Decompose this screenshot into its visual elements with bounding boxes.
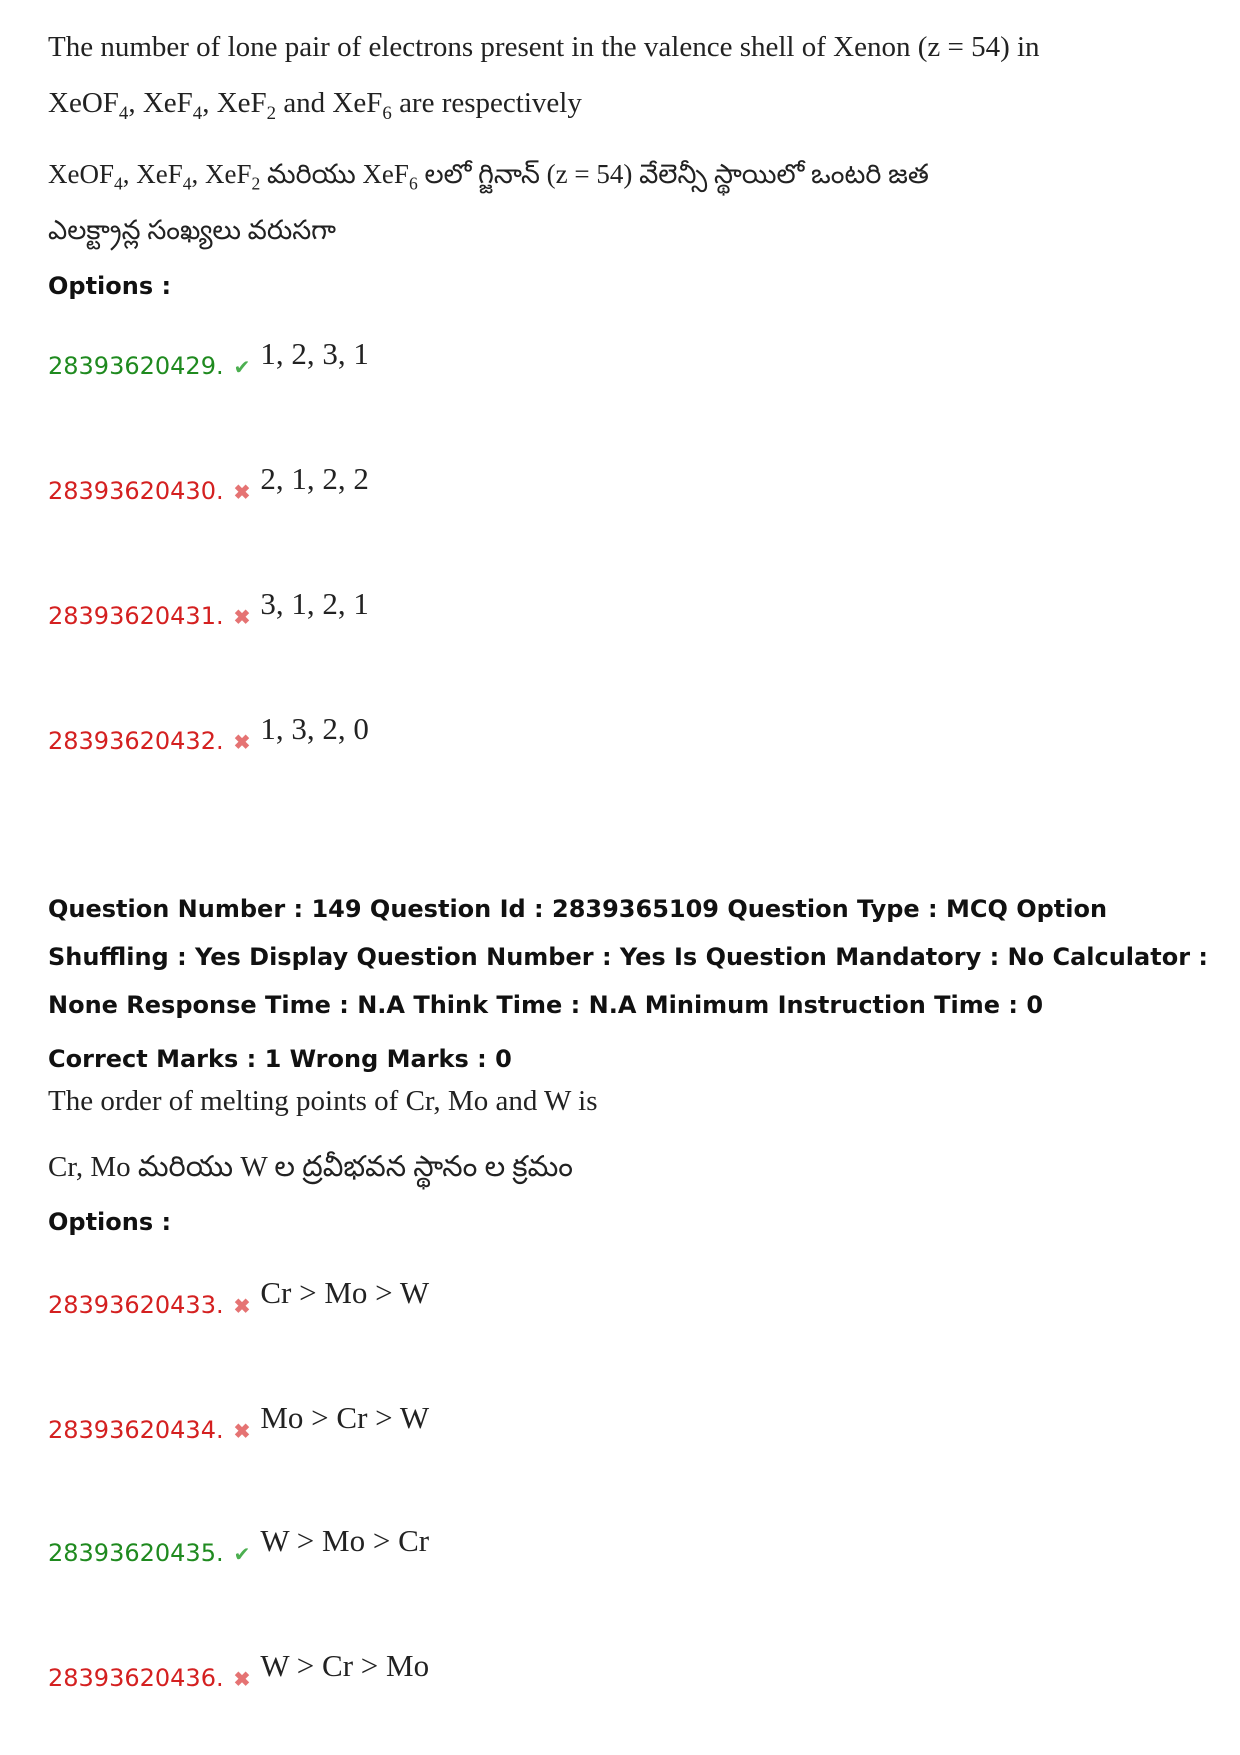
option-id: 28393620433. bbox=[48, 1291, 224, 1319]
q2-text-en: The order of melting points of Cr, Mo and W is bbox=[48, 1085, 598, 1117]
cross-icon: ✖ bbox=[233, 1296, 251, 1318]
q1-option-3[interactable] bbox=[48, 586, 369, 632]
q1-te-sub: 4 bbox=[114, 173, 123, 194]
cross-icon: ✖ bbox=[233, 607, 251, 629]
q2-options-label: Options : bbox=[48, 1208, 172, 1236]
check-icon: ✔ bbox=[233, 1544, 251, 1566]
option-text: 1, 2, 3, 1 bbox=[260, 336, 369, 371]
q1-te-part: లలో గ్జినాన్ (z = 54) వేలెన్సీ స్థాయిలో ఒంటరి జత bbox=[417, 159, 929, 189]
q2-marks-info: Correct Marks : 1 Wrong Marks : 0 bbox=[48, 1045, 512, 1073]
q1-en-part: XeOF bbox=[48, 87, 119, 119]
cross-icon: ✖ bbox=[233, 1669, 251, 1691]
cross-icon: ✖ bbox=[233, 482, 251, 504]
q1-en-sub: 4 bbox=[118, 102, 129, 124]
option-id: 28393620434. bbox=[48, 1416, 224, 1444]
q1-te-sub: 6 bbox=[408, 173, 418, 194]
q1-en-sub: 4 bbox=[192, 102, 203, 124]
option-text: 2, 1, 2, 2 bbox=[260, 461, 369, 496]
option-id: 28393620429. bbox=[48, 352, 224, 380]
cross-icon: ✖ bbox=[233, 732, 251, 754]
q1-text-en-line2 bbox=[48, 86, 582, 125]
q1-te-part: మరియు XeF bbox=[260, 159, 409, 189]
q1-te-part: XeOF bbox=[48, 159, 114, 189]
q1-option-4[interactable] bbox=[48, 711, 369, 757]
q2-option-4[interactable] bbox=[48, 1648, 430, 1694]
q2-option-3[interactable] bbox=[48, 1523, 430, 1569]
q1-en-sub: 2 bbox=[266, 102, 277, 124]
option-id: 28393620430. bbox=[48, 477, 224, 505]
option-text: 1, 3, 2, 0 bbox=[260, 711, 369, 746]
option-id: 28393620436. bbox=[48, 1664, 224, 1692]
q1-text-en-line1: The number of lone pair of electrons present in the valence shell of Xenon (z = 54) in bbox=[48, 31, 1040, 63]
q1-te-part: , XeF bbox=[191, 159, 252, 189]
option-id: 28393620435. bbox=[48, 1539, 224, 1567]
q1-option-1[interactable] bbox=[48, 336, 369, 382]
q1-en-part: are respectively bbox=[391, 87, 582, 119]
q1-en-part: , XeF bbox=[202, 87, 267, 119]
q1-en-part: and XeF bbox=[276, 87, 383, 119]
q2-option-1[interactable] bbox=[48, 1275, 430, 1321]
q1-te-sub: 4 bbox=[182, 173, 192, 194]
option-text: W > Cr > Mo bbox=[260, 1648, 430, 1683]
q2-text-te: Cr, Mo మరియు W ల ద్రవీభవన స్థానం ల క్రమం bbox=[48, 1151, 573, 1183]
check-icon: ✔ bbox=[233, 357, 251, 379]
q2-meta-info: Question Number : 149 Question Id : 2839365109 Question Type : MCQ Option Shuffling : Yes Display Question Number : Yes Is Question Mandatory : No Calculator : None Response Time : N.A Think Time : N.A Minimum Instruction Time : 0 bbox=[48, 895, 1208, 1019]
q1-text-te-line2: ఎలక్ట్రాన్ల సంఖ్యలు వరుసగా bbox=[48, 215, 337, 245]
option-text: 3, 1, 2, 1 bbox=[260, 586, 369, 621]
option-id: 28393620432. bbox=[48, 727, 224, 755]
option-text: W > Mo > Cr bbox=[260, 1523, 430, 1558]
q1-option-2[interactable] bbox=[48, 461, 369, 507]
q1-options-label: Options : bbox=[48, 272, 172, 300]
q1-en-sub: 6 bbox=[382, 102, 392, 124]
option-id: 28393620431. bbox=[48, 602, 224, 630]
option-text: Mo > Cr > W bbox=[260, 1400, 430, 1435]
q1-en-part: , XeF bbox=[128, 87, 193, 119]
option-text: Cr > Mo > W bbox=[260, 1275, 430, 1310]
cross-icon: ✖ bbox=[233, 1421, 251, 1443]
q1-te-part: , XeF bbox=[122, 159, 183, 189]
q1-te-sub: 2 bbox=[251, 173, 261, 194]
q1-text-te-line1 bbox=[48, 158, 929, 194]
q2-option-2[interactable] bbox=[48, 1400, 430, 1446]
